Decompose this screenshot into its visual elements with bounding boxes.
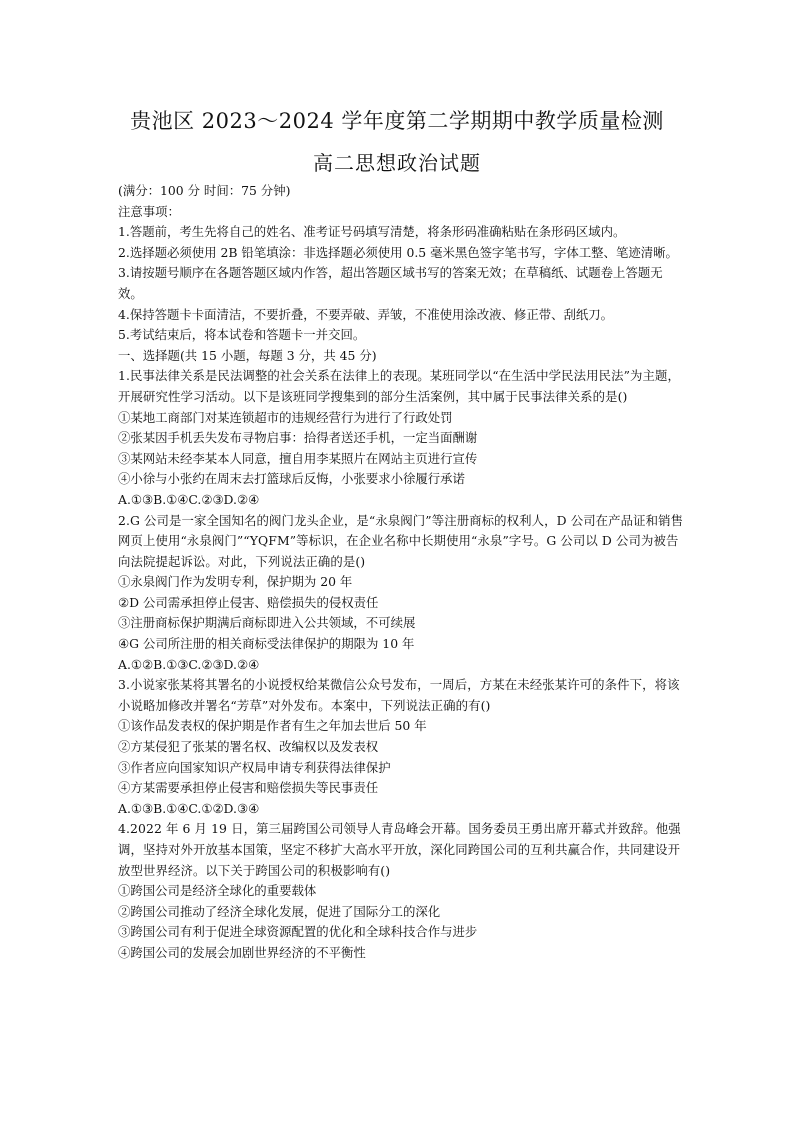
question-item: ④G 公司所注册的相关商标受法律保护的期限为 10 年	[118, 636, 415, 652]
notes-heading: 注意事项：	[118, 203, 180, 219]
question-item: ①该作品发表权的保护期是作者有生之年加去世后 50 年	[118, 718, 427, 734]
note-item: 2.选择题必须使用 2B 铅笔填涂：非选择题必须使用 0.5 毫米黑色签字笔书写，字体工整、笔迹清晰。	[118, 244, 678, 260]
section-heading: 一、选择题(共 15 小题，每题 3 分，共 45 分)	[118, 347, 377, 363]
question-item: ①某地工商部门对某连锁超市的违规经营行为进行了行政处罚	[118, 409, 453, 425]
question-item: ①永泉阀门作为发明专利，保护期为 20 年	[118, 574, 353, 590]
question-item: ②方某侵犯了张某的署名权、改编权以及发表权	[118, 739, 379, 755]
question-item: ④跨国公司的发展会加剧世界经济的不平衡性	[118, 944, 366, 960]
question-stem: 4.2022 年 6 月 19 日，第三届跨国公司领导人青岛峰会开幕。国务委员王勇出席开幕式并致辞。他强调，坚持对外开放基本国策，坚定不移扩大高水平开放，深化同跨国公司的互利共赢合作，共同建设开放型世界经济。以下关于跨国公司的积极影响有()	[118, 821, 681, 878]
question-item: ④小徐与小张约在周末去打篮球后反悔，小张要求小徐履行承诺	[118, 471, 465, 487]
question-stem: 1.民事法律关系是民法调整的社会关系在法律上的表现。某班同学以“在生活中学民法用民法”为主题，开展研究性学习活动。以下是该班同学搜集到的部分生活案例，其中属于民事法律关系的是()	[118, 368, 680, 404]
note-item: 1.答题前，考生先将自己的姓名、准考证号码填写清楚，将条形码准确粘贴在条形码区域内。	[118, 224, 626, 240]
note-item: 3.请按题号顺序在各题答题区域内作答，超出答题区域书写的答案无效；在草稿纸、试题卷上答题无效。	[118, 265, 663, 301]
question-options: A.①②B.①③C.②③D.②④	[118, 656, 260, 672]
question-item: ③注册商标保护期满后商标即进入公共领域，不可续展	[118, 615, 416, 631]
score-time-line: (满分：100 分 时间：75 分钟)	[118, 183, 291, 198]
question-item: ③跨国公司有利于促进全球资源配置的优化和全球科技合作与进步	[118, 924, 478, 940]
note-item: 5.考试结束后，将本试卷和答题卡一并交回。	[118, 327, 366, 343]
exam-subtitle: 高二思想政治试题	[313, 151, 481, 175]
question-options: A.①③B.①④C.①②D.③④	[118, 800, 260, 816]
question-options: A.①③B.①④C.②③D.②④	[118, 491, 260, 507]
question-item: ④方某需要承担停止侵害和赔偿损失等民事责任	[118, 780, 379, 796]
question-item: ③某网站未经李某本人同意，擅自用李某照片在网站主页进行宣传	[118, 450, 478, 466]
question-stem: 2.G 公司是一家全国知名的阀门龙头企业，是“永泉阀门”等注册商标的权利人，D 公司在产品证和销售网页上使用“永泉阀门”“YQFM”等标识，在企业名称中长期使用“永泉”字号。G 公司以 D 公司为被告向法院提起诉讼。对此，下列说法正确的是()	[118, 512, 684, 569]
question-item: ①跨国公司是经济全球化的重要载体	[118, 883, 317, 899]
question-item: ②D 公司需承担停止侵害、赔偿损失的侵权责任	[118, 594, 379, 610]
question-stem: 3.小说家张某将其署名的小说授权给某微信公众号发布，一周后，方某在未经张某许可的条件下，将该小说略加修改并署名“芳草”对外发布。本案中，下列说法正确的有()	[118, 677, 680, 713]
exam-title: 贵池区 2023～2024 学年度第二学期期中教学质量检测	[130, 109, 664, 133]
note-item: 4.保持答题卡卡面清洁，不要折叠，不要弄破、弄皱，不准使用涂改液、修正带、刮纸刀。	[118, 306, 614, 322]
question-item: ②跨国公司推动了经济全球化发展，促进了国际分工的深化	[118, 903, 441, 919]
question-item: ②张某因手机丢失发布寻物启事：拾得者送还手机，一定当面酬谢	[118, 430, 478, 446]
exam-body	[118, 181, 686, 964]
question-item: ③作者应向国家知识产权局申请专利获得法律保护	[118, 759, 391, 775]
